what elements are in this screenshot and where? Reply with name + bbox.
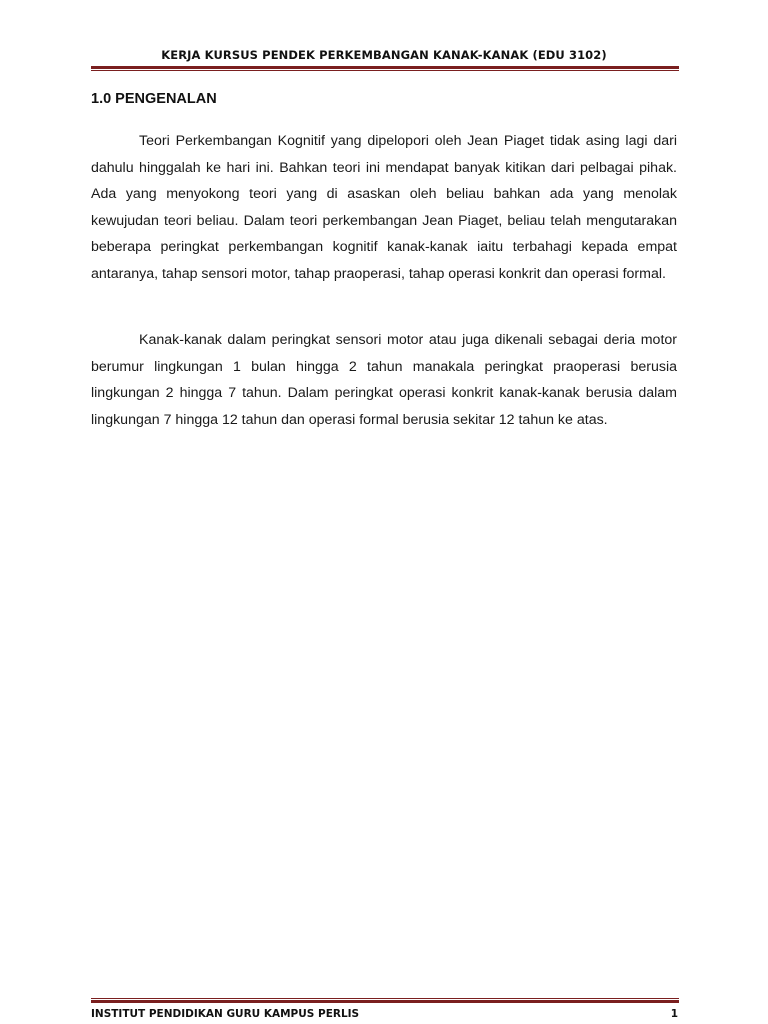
running-header: KERJA KURSUS PENDEK PERKEMBANGAN KANAK-KANAK (EDU 3102) <box>161 48 607 62</box>
paragraph-1: Teori Perkembangan Kognitif yang dipelopori oleh Jean Piaget tidak asing lagi dari dahulu hinggalah ke hari ini. Bahkan teori ini mendapat banyak kitikan dari pelbagai pihak. Ada yang menyokong teori yang di asaskan oleh beliau bahkan ada yang menolak kewujudan teori beliau. Dalam teori perkembangan Jean Piaget, beliau telah mengutarakan beberapa peringkat perkembangan kognitif kanak-kanak iaitu terbahagi kepada empat antaranya, tahap sensori motor, tahap praoperasi, tahap operasi konkrit dan operasi formal. <box>91 133 677 282</box>
paragraph-2: Kanak-kanak dalam peringkat sensori motor atau juga dikenali sebagai deria motor berumur lingkungan 1 bulan hingga 2 tahun manakala peringkat praoperasi berusia lingkungan 2 hingga 7 tahun. Dalam peringkat operasi konkrit kanak-kanak berusia dalam lingkungan 7 hingga 12 tahun dan operasi formal berusia sekitar 12 tahun ke atas. <box>91 332 677 428</box>
header-divider <box>91 66 679 71</box>
footer-divider <box>91 998 679 1003</box>
footer-divider-thick <box>91 1000 679 1003</box>
page-number: 1 <box>670 1008 678 1020</box>
header-divider-thin <box>91 70 679 71</box>
footer-institution: INSTITUT PENDIDIKAN GURU KAMPUS PERLIS <box>91 1008 360 1020</box>
section-heading: 1.0 PENGENALAN <box>91 91 217 107</box>
